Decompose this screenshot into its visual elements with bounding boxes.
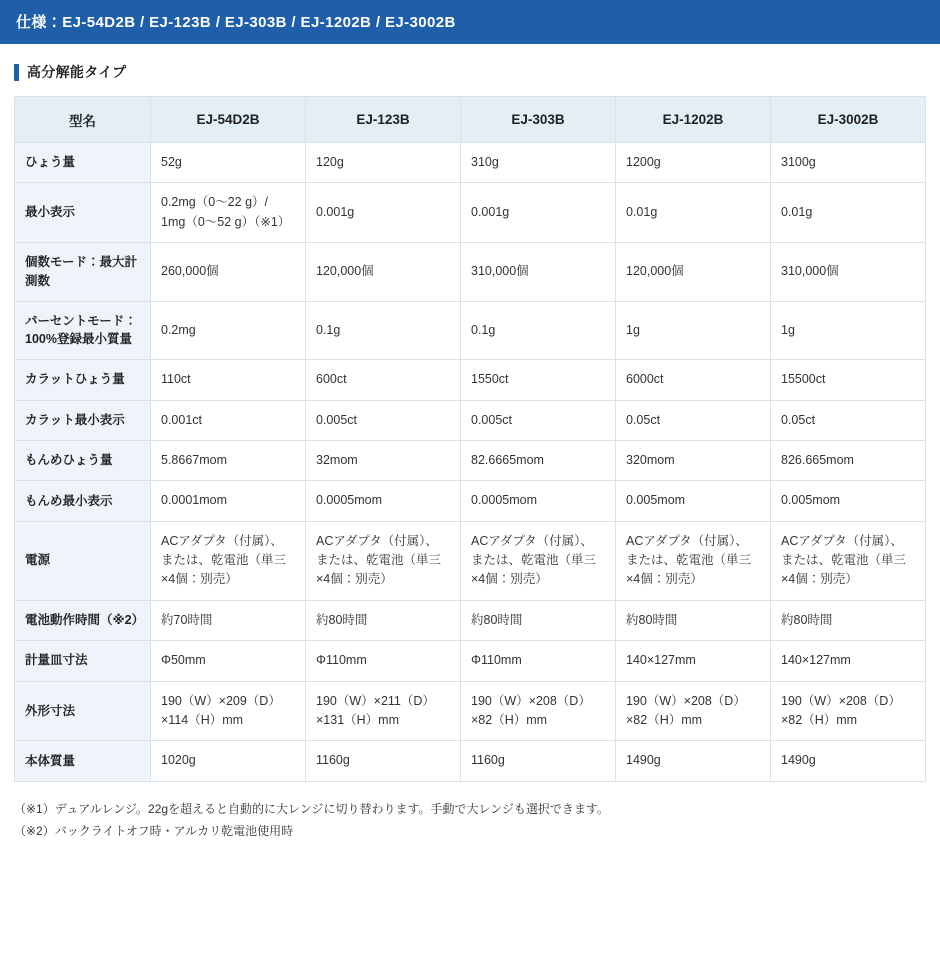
column-header-model: 型名 <box>15 97 151 143</box>
column-header-product: EJ-54D2B <box>151 97 306 143</box>
table-cell: 0.0005mom <box>461 481 616 521</box>
accent-bar-icon <box>14 64 19 81</box>
row-header-label: カラット最小表示 <box>15 400 151 440</box>
table-cell: 0.2mg（0〜22 g）/ 1mg（0〜52 g）（※1） <box>151 183 306 243</box>
footnotes <box>0 782 940 856</box>
footnote-line: （※1）デュアルレンジ。22gを超えると自動的に大レンジに切り替わります。手動で大レンジも選択できます。 <box>14 801 609 816</box>
table-cell: Φ110mm <box>461 641 616 681</box>
table-row <box>15 440 926 480</box>
table-cell: 32mom <box>306 440 461 480</box>
row-header-label: 本体質量 <box>15 741 151 781</box>
table-row <box>15 600 926 640</box>
row-header-label: カラットひょう量 <box>15 360 151 400</box>
table-cell: 0.01g <box>616 183 771 243</box>
table-cell: 310,000個 <box>771 243 926 302</box>
table-cell: 0.001g <box>306 183 461 243</box>
section-heading-label: 高分解能タイプ <box>27 64 127 80</box>
table-cell: 110ct <box>151 360 306 400</box>
table-cell: 約70時間 <box>151 600 306 640</box>
table-row <box>15 243 926 302</box>
table-cell: 0.005ct <box>306 400 461 440</box>
table-cell: 約80時間 <box>306 600 461 640</box>
table-cell: 1g <box>616 301 771 360</box>
section-heading <box>14 62 940 82</box>
row-header-label: パーセントモード：100%登録最小質量 <box>15 301 151 360</box>
table-row <box>15 360 926 400</box>
spec-table-body <box>15 143 926 782</box>
table-cell: ACアダプタ（付属）、または、乾電池（単三×4個：別売） <box>616 521 771 600</box>
table-cell: 0.001g <box>461 183 616 243</box>
table-cell: 0.05ct <box>616 400 771 440</box>
table-cell: Φ50mm <box>151 641 306 681</box>
table-row <box>15 143 926 183</box>
table-row <box>15 481 926 521</box>
table-cell: 1160g <box>306 741 461 781</box>
table-cell: 0.0005mom <box>306 481 461 521</box>
table-cell: 0.001ct <box>151 400 306 440</box>
table-row <box>15 400 926 440</box>
table-cell: 190（W）×211（D）×131（H）mm <box>306 681 461 741</box>
table-cell: 120,000個 <box>306 243 461 302</box>
spec-table <box>14 96 926 782</box>
table-cell: 140×127mm <box>616 641 771 681</box>
table-cell: ACアダプタ（付属）、または、乾電池（単三×4個：別売） <box>306 521 461 600</box>
table-row <box>15 301 926 360</box>
table-cell: 0.1g <box>306 301 461 360</box>
table-cell: 320mom <box>616 440 771 480</box>
table-cell: ACアダプタ（付属）、または、乾電池（単三×4個：別売） <box>771 521 926 600</box>
table-cell: 約80時間 <box>771 600 926 640</box>
page-title-bar: 仕様：EJ-54D2B / EJ-123B / EJ-303B / EJ-1202B / EJ-3002B <box>0 0 940 44</box>
table-cell: 826.665mom <box>771 440 926 480</box>
table-cell: 82.6665mom <box>461 440 616 480</box>
table-row <box>15 681 926 741</box>
table-cell: 310g <box>461 143 616 183</box>
row-header-label: 外形寸法 <box>15 681 151 741</box>
table-cell: 190（W）×208（D）×82（H）mm <box>461 681 616 741</box>
table-cell: 120g <box>306 143 461 183</box>
table-cell: 1490g <box>616 741 771 781</box>
row-header-label: ひょう量 <box>15 143 151 183</box>
table-cell: 0.2mg <box>151 301 306 360</box>
column-header-product: EJ-303B <box>461 97 616 143</box>
table-cell: 260,000個 <box>151 243 306 302</box>
table-cell: 1550ct <box>461 360 616 400</box>
table-cell: ACアダプタ（付属）、または、乾電池（単三×4個：別売） <box>151 521 306 600</box>
row-header-label: 計量皿寸法 <box>15 641 151 681</box>
row-header-label: もんめ最小表示 <box>15 481 151 521</box>
table-cell: 3100g <box>771 143 926 183</box>
table-cell: 0.005mom <box>616 481 771 521</box>
table-cell: Φ110mm <box>306 641 461 681</box>
table-cell: 310,000個 <box>461 243 616 302</box>
row-header-label: もんめひょう量 <box>15 440 151 480</box>
spec-table-head <box>15 97 926 143</box>
column-header-product: EJ-3002B <box>771 97 926 143</box>
table-cell: 1490g <box>771 741 926 781</box>
row-header-label: 電池動作時間（※2） <box>15 600 151 640</box>
table-cell: 0.0001mom <box>151 481 306 521</box>
table-cell: 1020g <box>151 741 306 781</box>
table-row <box>15 741 926 781</box>
table-cell: 約80時間 <box>616 600 771 640</box>
column-header-product: EJ-123B <box>306 97 461 143</box>
table-cell: 190（W）×208（D）×82（H）mm <box>771 681 926 741</box>
table-cell: 0.05ct <box>771 400 926 440</box>
table-cell: 0.1g <box>461 301 616 360</box>
table-cell: 52g <box>151 143 306 183</box>
table-cell: 600ct <box>306 360 461 400</box>
table-cell: 1160g <box>461 741 616 781</box>
table-cell: 1200g <box>616 143 771 183</box>
table-cell: 15500ct <box>771 360 926 400</box>
table-cell: 0.01g <box>771 183 926 243</box>
spec-table-container <box>0 96 940 782</box>
table-cell: 120,000個 <box>616 243 771 302</box>
table-cell: 190（W）×208（D）×82（H）mm <box>616 681 771 741</box>
table-row <box>15 183 926 243</box>
row-header-label: 個数モード：最大計測数 <box>15 243 151 302</box>
row-header-label: 電源 <box>15 521 151 600</box>
table-cell: 0.005mom <box>771 481 926 521</box>
table-cell: 5.8667mom <box>151 440 306 480</box>
footnote-line: （※2）バックライトオフ時・アルカリ乾電池使用時 <box>14 824 294 839</box>
table-row <box>15 521 926 600</box>
table-row <box>15 641 926 681</box>
row-header-label: 最小表示 <box>15 183 151 243</box>
table-cell: 約80時間 <box>461 600 616 640</box>
table-header-row <box>15 97 926 143</box>
table-cell: 190（W）×209（D）×114（H）mm <box>151 681 306 741</box>
table-cell: 140×127mm <box>771 641 926 681</box>
table-cell: 1g <box>771 301 926 360</box>
table-cell: 0.005ct <box>461 400 616 440</box>
table-cell: 6000ct <box>616 360 771 400</box>
table-cell: ACアダプタ（付属）、または、乾電池（単三×4個：別売） <box>461 521 616 600</box>
column-header-product: EJ-1202B <box>616 97 771 143</box>
